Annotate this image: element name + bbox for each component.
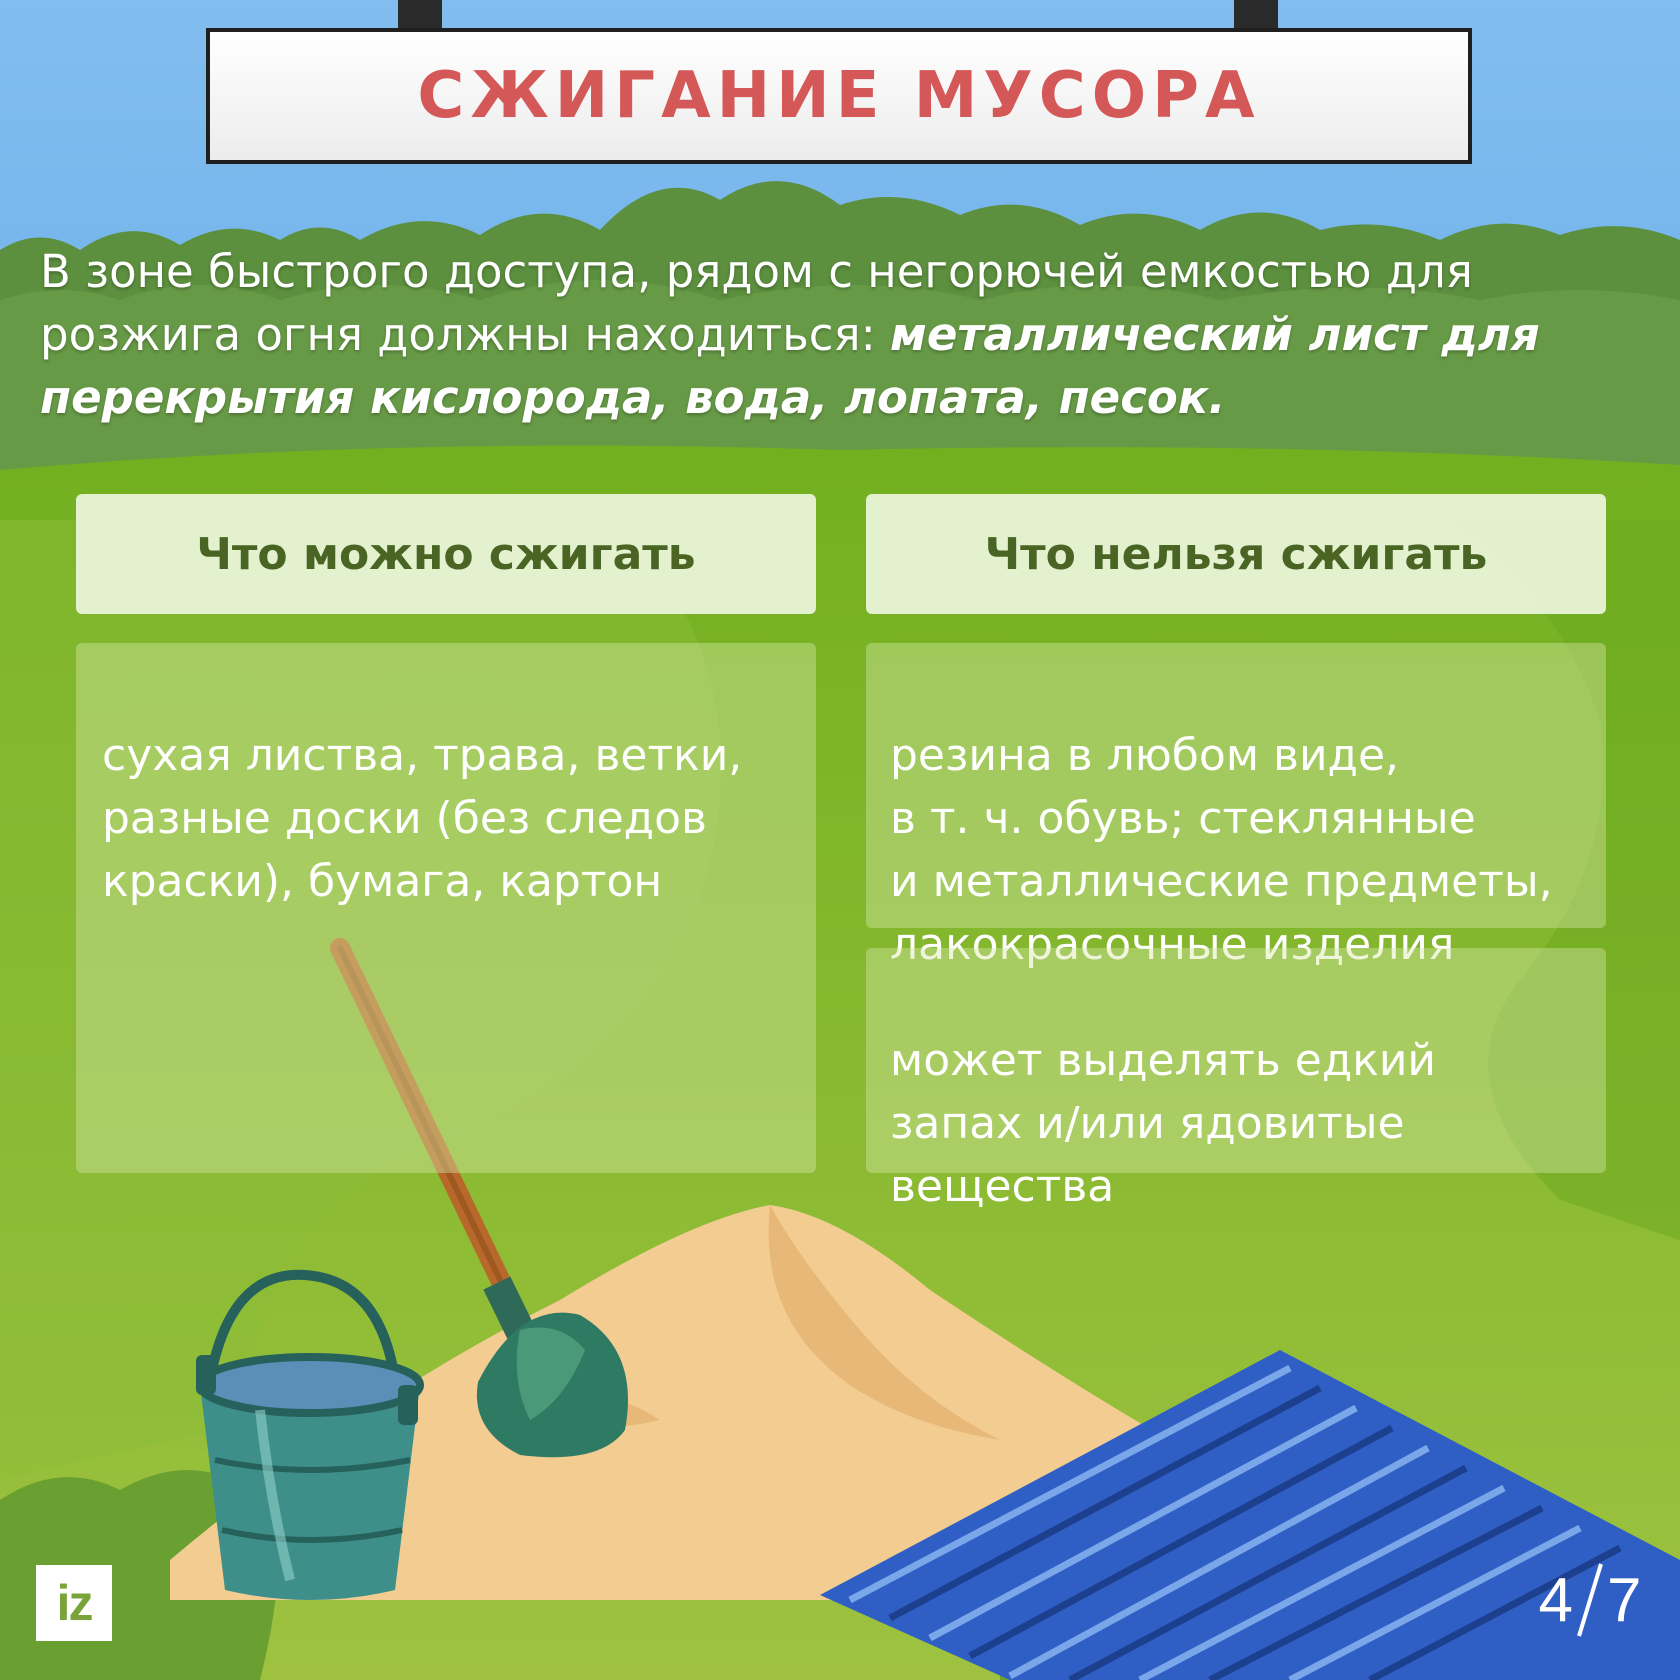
current-page: 4 — [1538, 1565, 1573, 1635]
intro-paragraph — [40, 240, 1650, 429]
page-indicator — [1520, 1555, 1660, 1645]
iz-logo — [36, 1565, 112, 1641]
allowed-items-text: сухая листва, трава, ветки, разные доски (без следов краски), бумага, картон — [102, 730, 743, 907]
slash-separator — [1573, 1560, 1607, 1640]
total-pages: 7 — [1607, 1565, 1642, 1635]
allowed-column-header — [76, 494, 816, 614]
forbidden-items-text: резина в любом виде, в т. ч. обувь; стеклянные и металлические предметы, лакокрасочные изделия — [890, 730, 1553, 970]
logo-text: iz — [56, 1575, 92, 1631]
title-sign — [206, 28, 1472, 164]
forbidden-column-header — [866, 494, 1606, 614]
page-title: СЖИГАНИЕ МУСОРА — [417, 59, 1261, 133]
forbidden-items-card — [866, 643, 1606, 970]
intro-emphasis: металлический лист для перекрытия кислорода, вода, лопата, песок. — [40, 308, 1540, 424]
allowed-header-label: Что можно сжигать — [196, 528, 696, 580]
forbidden-header-label: Что нельзя сжигать — [984, 528, 1488, 580]
allowed-items-card — [76, 643, 816, 1173]
intro-text: В зоне быстрого доступа, рядом с негорючей емкостью для розжига огня должны находиться: — [40, 245, 1473, 361]
forbidden-warning-text: может выделять едкий запах и/или ядовитые вещества — [890, 1035, 1437, 1212]
forbidden-warning-card — [866, 948, 1606, 1212]
